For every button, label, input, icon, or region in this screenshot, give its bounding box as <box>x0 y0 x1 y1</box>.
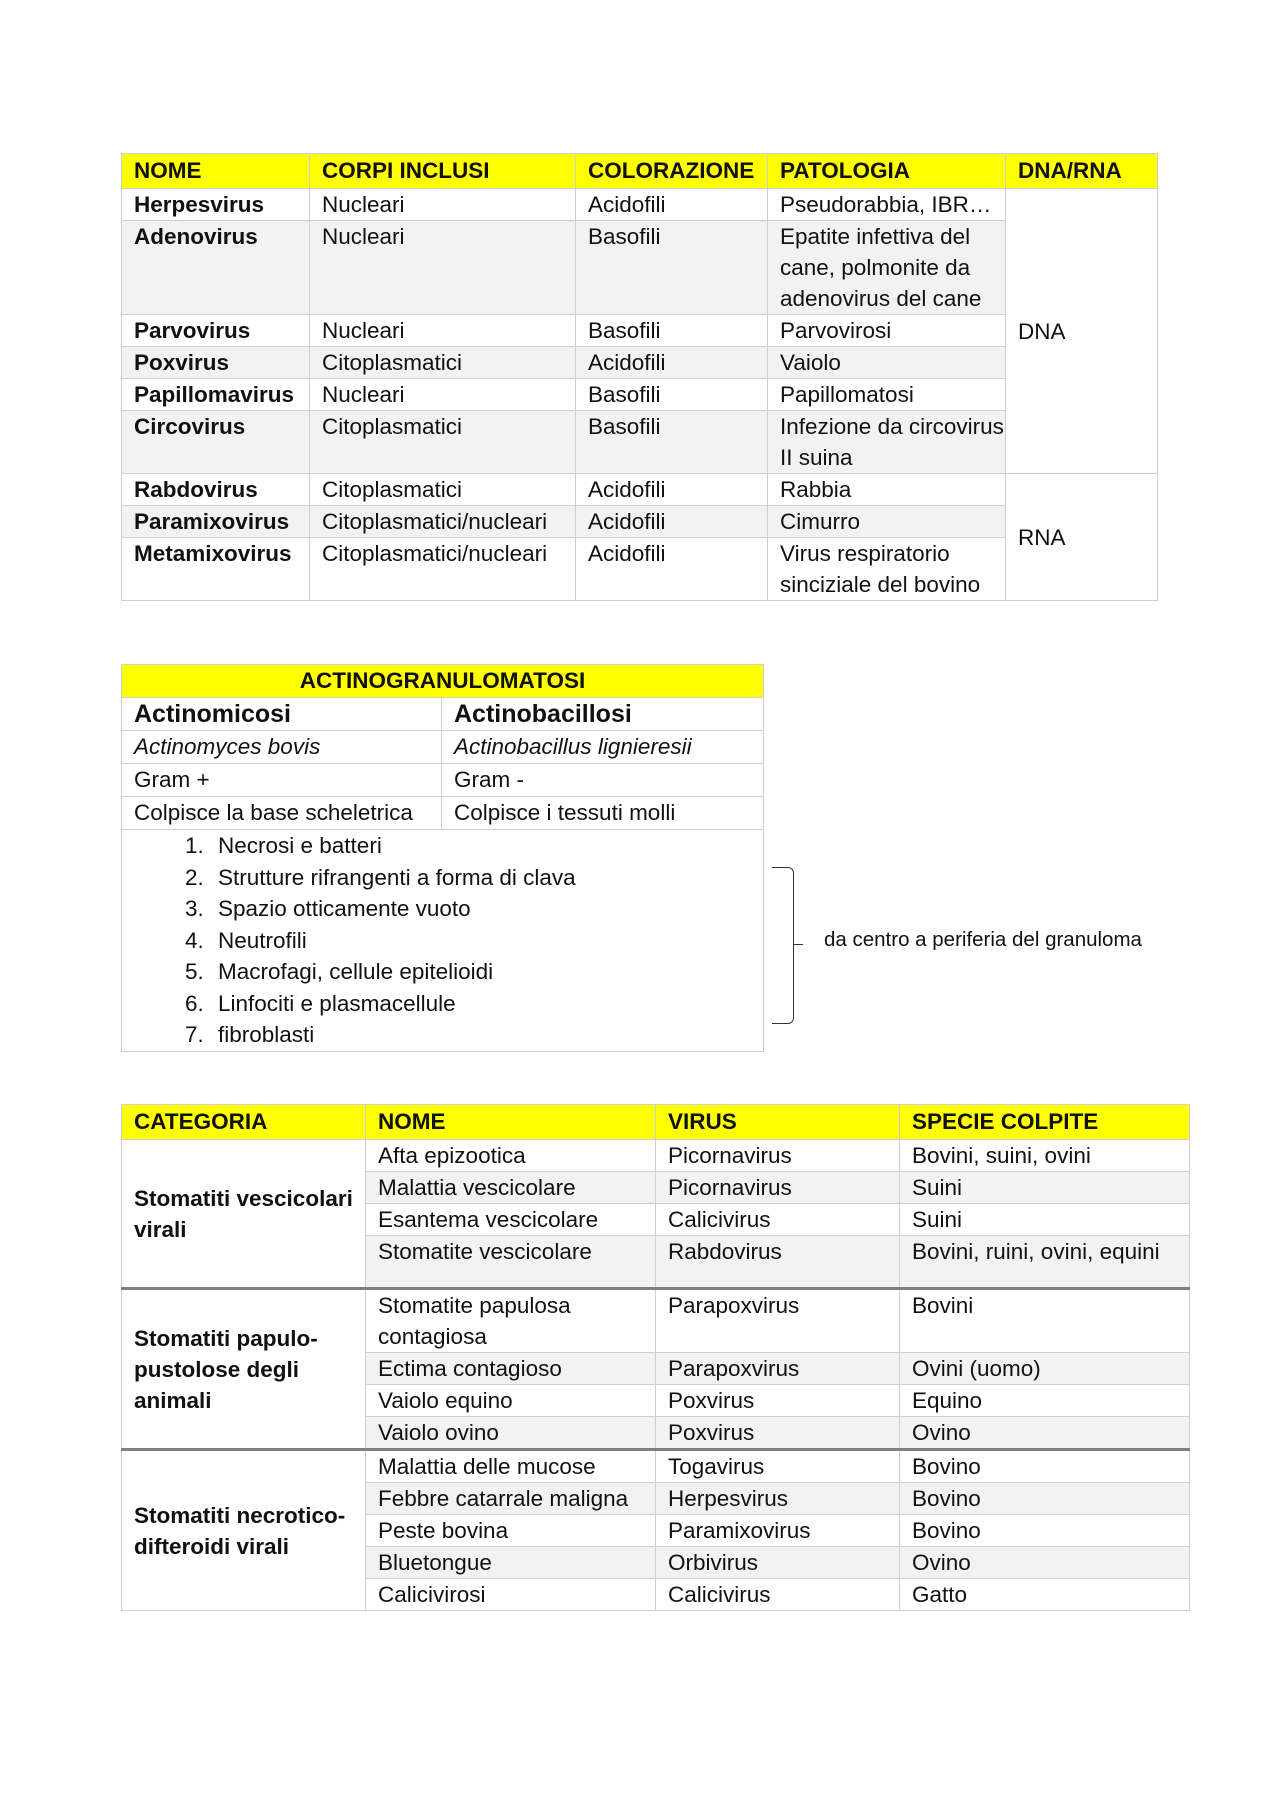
staining: Acidofili <box>576 538 768 601</box>
species-cell: Bovino <box>900 1483 1190 1515</box>
category-cell: Stomatiti papulo-pustolose degli animali <box>122 1289 366 1450</box>
table-row <box>122 698 764 731</box>
virus-name: Poxvirus <box>122 347 310 379</box>
table-row <box>122 411 1158 474</box>
species-cell: Equino <box>900 1385 1190 1417</box>
virus-cell: Picornavirus <box>656 1172 900 1204</box>
header-cell: CATEGORIA <box>122 1105 366 1140</box>
table-row <box>122 315 1158 347</box>
table-row <box>122 731 764 764</box>
disease-name: Stomatite vescicolare <box>366 1236 656 1289</box>
virus-cell: Togavirus <box>656 1450 900 1483</box>
table-row <box>122 379 1158 411</box>
genome-type: RNA <box>1006 474 1158 601</box>
table-header-row <box>122 665 764 698</box>
pathology: Pseudorabbia, IBR… <box>768 189 1006 221</box>
list-item: 3. Spazio otticamente vuoto <box>210 893 763 925</box>
layers-cell <box>122 830 764 1052</box>
inclusion-bodies: Nucleari <box>310 189 576 221</box>
table-row <box>122 797 764 830</box>
column-header-actinomicosi: Actinomicosi <box>122 698 442 731</box>
inclusion-bodies: Nucleari <box>310 221 576 315</box>
species-cell: Bovino <box>900 1515 1190 1547</box>
virus-cell: Orbivirus <box>656 1547 900 1579</box>
species-cell: Ovino <box>900 1547 1190 1579</box>
virus-inclusion-table <box>121 153 1158 601</box>
disease-name: Calicivirosi <box>366 1579 656 1611</box>
species-cell: Ovino <box>900 1417 1190 1450</box>
virus-name: Adenovirus <box>122 221 310 315</box>
species-cell: Bovini, suini, ovini <box>900 1140 1190 1172</box>
disease-name: Febbre catarrale maligna <box>366 1483 656 1515</box>
inclusion-bodies: Nucleari <box>310 379 576 411</box>
virus-name: Parvovirus <box>122 315 310 347</box>
disease-name: Vaiolo ovino <box>366 1417 656 1450</box>
virus-cell: Paramixovirus <box>656 1515 900 1547</box>
list-item: 1. Necrosi e batteri <box>210 830 763 862</box>
staining: Acidofili <box>576 474 768 506</box>
pathology: Epatite infettiva del cane, polmonite da adenovirus del cane <box>768 221 1006 315</box>
inclusion-bodies: Citoplasmatici/nucleari <box>310 538 576 601</box>
inclusion-bodies: Citoplasmatici <box>310 347 576 379</box>
inclusion-bodies: Citoplasmatici/nucleari <box>310 506 576 538</box>
virus-cell: Poxvirus <box>656 1417 900 1450</box>
species-cell: Bovino <box>900 1450 1190 1483</box>
actinogranulomatosi-table <box>121 664 764 1052</box>
pathology: Infezione da circovirus II suina <box>768 411 1006 474</box>
disease-name: Malattia delle mucose <box>366 1450 656 1483</box>
virus-name: Rabdovirus <box>122 474 310 506</box>
header-cell: CORPI INCLUSI <box>310 154 576 189</box>
column-header-actinobacillosi: Actinobacillosi <box>442 698 764 731</box>
virus-cell: Poxvirus <box>656 1385 900 1417</box>
table-row <box>122 830 764 1052</box>
right-brace-icon <box>772 867 794 1024</box>
virus-cell: Herpesvirus <box>656 1483 900 1515</box>
agent-cell: Actinobacillus lignieresii <box>442 731 764 764</box>
pathology: Papillomatosi <box>768 379 1006 411</box>
virus-cell: Picornavirus <box>656 1140 900 1172</box>
table-row <box>122 1450 1190 1483</box>
header-cell: PATOLOGIA <box>768 154 1006 189</box>
header-cell: NOME <box>366 1105 656 1140</box>
inclusion-bodies: Citoplasmatici <box>310 411 576 474</box>
disease-name: Stomatite papulosa contagiosa <box>366 1289 656 1353</box>
species-cell: Bovini, ruini, ovini, equini <box>900 1236 1190 1289</box>
staining: Basofili <box>576 379 768 411</box>
staining: Basofili <box>576 315 768 347</box>
disease-name: Bluetongue <box>366 1547 656 1579</box>
agent-cell: Actinomyces bovis <box>122 731 442 764</box>
virus-cell: Parapoxvirus <box>656 1289 900 1353</box>
staining: Acidofili <box>576 347 768 379</box>
brace-note: da centro a periferia del granuloma <box>824 928 1142 951</box>
table-row <box>122 221 1158 315</box>
table-row <box>122 1140 1190 1172</box>
category-cell: Stomatiti vescicolari virali <box>122 1140 366 1289</box>
list-item: 5. Macrofagi, cellule epitelioidi <box>210 956 763 988</box>
staining: Basofili <box>576 411 768 474</box>
granuloma-layers-list <box>122 830 763 1051</box>
target-cell: Colpisce i tessuti molli <box>442 797 764 830</box>
species-cell: Suini <box>900 1172 1190 1204</box>
header-cell: COLORAZIONE <box>576 154 768 189</box>
disease-name: Peste bovina <box>366 1515 656 1547</box>
virus-name: Circovirus <box>122 411 310 474</box>
list-item: 2. Strutture rifrangenti a forma di clava <box>210 862 763 894</box>
disease-name: Afta epizootica <box>366 1140 656 1172</box>
virus-cell: Parapoxvirus <box>656 1353 900 1385</box>
pathology: Cimurro <box>768 506 1006 538</box>
virus-name: Paramixovirus <box>122 506 310 538</box>
table-header-row <box>122 154 1158 189</box>
table-row <box>122 506 1158 538</box>
species-cell: Bovini <box>900 1289 1190 1353</box>
header-cell: DNA/RNA <box>1006 154 1158 189</box>
table-header-row <box>122 1105 1190 1140</box>
pathology: Rabbia <box>768 474 1006 506</box>
virus-cell: Rabdovirus <box>656 1236 900 1289</box>
pathology: Virus respiratorio sinciziale del bovino <box>768 538 1006 601</box>
header-cell: NOME <box>122 154 310 189</box>
virus-cell: Calicivirus <box>656 1204 900 1236</box>
header-cell: VIRUS <box>656 1105 900 1140</box>
table-row <box>122 347 1158 379</box>
genome-type: DNA <box>1006 189 1158 474</box>
table-row <box>122 538 1158 601</box>
target-cell: Colpisce la base scheletrica <box>122 797 442 830</box>
staining: Acidofili <box>576 506 768 538</box>
disease-name: Malattia vescicolare <box>366 1172 656 1204</box>
virus-cell: Calicivirus <box>656 1579 900 1611</box>
category-cell: Stomatiti necrotico-difteroidi virali <box>122 1450 366 1611</box>
table-row <box>122 474 1158 506</box>
virus-name: Herpesvirus <box>122 189 310 221</box>
pathology: Parvovirosi <box>768 315 1006 347</box>
staining: Basofili <box>576 221 768 315</box>
header-cell: SPECIE COLPITE <box>900 1105 1190 1140</box>
species-cell: Gatto <box>900 1579 1190 1611</box>
list-item: 6. Linfociti e plasmacellule <box>210 988 763 1020</box>
table-row <box>122 764 764 797</box>
species-cell: Ovini (uomo) <box>900 1353 1190 1385</box>
list-item: 4. Neutrofili <box>210 925 763 957</box>
species-cell: Suini <box>900 1204 1190 1236</box>
virus-name: Papillomavirus <box>122 379 310 411</box>
inclusion-bodies: Citoplasmatici <box>310 474 576 506</box>
stomatiti-table <box>121 1104 1190 1611</box>
brace-tip <box>793 944 803 945</box>
gram-cell: Gram + <box>122 764 442 797</box>
staining: Acidofili <box>576 189 768 221</box>
pathology: Vaiolo <box>768 347 1006 379</box>
virus-name: Metamixovirus <box>122 538 310 601</box>
inclusion-bodies: Nucleari <box>310 315 576 347</box>
table-row <box>122 189 1158 221</box>
disease-name: Ectima contagioso <box>366 1353 656 1385</box>
list-item: 7. fibroblasti <box>210 1019 763 1051</box>
table-title: ACTINOGRANULOMATOSI <box>122 665 764 698</box>
disease-name: Esantema vescicolare <box>366 1204 656 1236</box>
disease-name: Vaiolo equino <box>366 1385 656 1417</box>
table-row <box>122 1289 1190 1353</box>
gram-cell: Gram - <box>442 764 764 797</box>
